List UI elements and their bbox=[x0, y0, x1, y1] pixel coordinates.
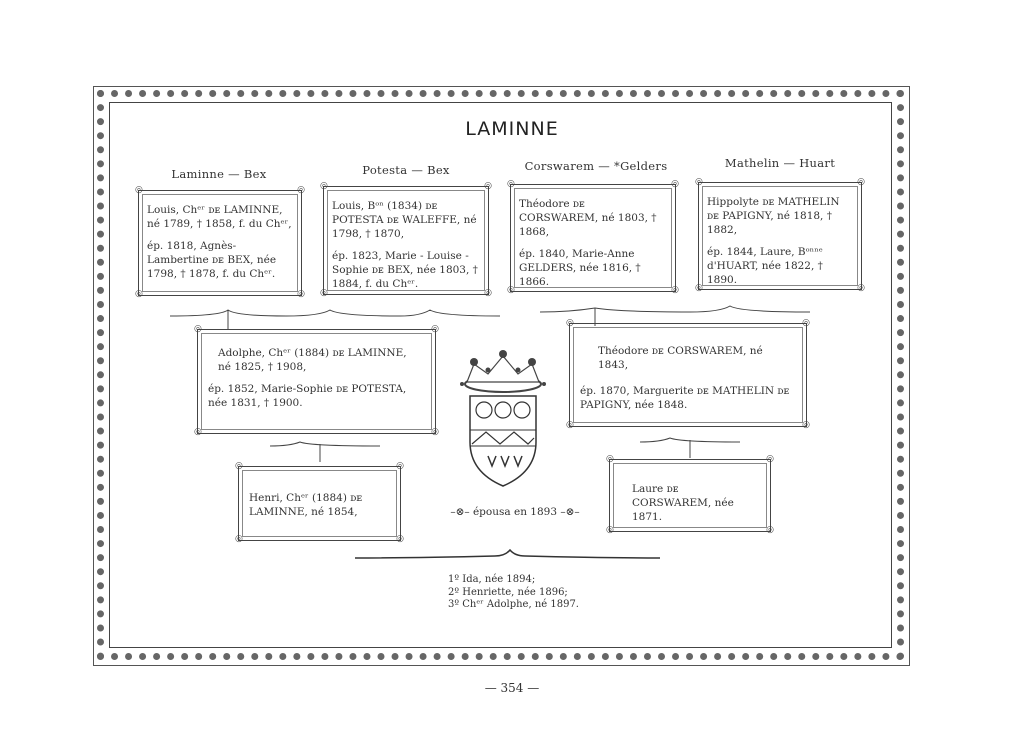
box-line: Laure ᴅᴇ CORSWAREM, née 1871. bbox=[632, 483, 734, 523]
box-line: ép. 1840, Marie-Anne GELDERS, née 1816, † 1866. bbox=[519, 248, 641, 288]
family-box-adolphe-laminne: ◎ ◎ ◎ ◎ Adolphe, Chᵉʳ (1884) ᴅᴇ LAMINNE, né 1825, † 1908, ép. 1852, Marie-Sophie ᴅᴇ POTESTA, née 1831, † 1900. bbox=[194, 324, 439, 437]
ornament-left-icon: –⊗– bbox=[450, 506, 470, 518]
marriage-label bbox=[440, 506, 590, 518]
column-heading-corswarem-gelders: Corswarem — *Gelders bbox=[524, 159, 668, 173]
family-box-henri-laminne: ◎ ◎ ◎ ◎ Henri, Chᵉʳ (1884) ᴅᴇ LAMINNE, né 1854, bbox=[235, 461, 404, 544]
children-list bbox=[448, 574, 579, 612]
box-line: Henri, Chᵉʳ (1884) ᴅᴇ LAMINNE, né 1854, bbox=[249, 492, 363, 518]
box-line: Louis, Chᵉʳ ᴅᴇ LAMINNE, né 1789, † 1858, f. du Chᵉʳ, bbox=[147, 204, 292, 230]
box-line: Théodore ᴅᴇ CORSWAREM, né 1843, bbox=[598, 345, 763, 371]
family-box-corswarem-gelders: ◎ ◎ ◎ ◎ Théodore ᴅᴇ CORSWAREM, né 1803, † 1868, ép. 1840, Marie-Anne GELDERS, née 1816, † 1866. bbox=[507, 179, 679, 295]
child-entry: 2º Henriette, née 1896; bbox=[448, 586, 568, 598]
family-box-laure-corswarem: ◎ ◎ ◎ ◎ Laure ᴅᴇ CORSWAREM, née 1871. bbox=[606, 454, 774, 535]
child-entry: 1º Ida, née 1894; bbox=[448, 574, 536, 585]
page-number: — 354 — bbox=[484, 681, 540, 695]
connector-brace-children bbox=[355, 546, 665, 566]
family-box-laminne-bex: ◎ ◎ ◎ ◎ Louis, Chᵉʳ ᴅᴇ LAMINNE, né 1789, † 1858, f. du Chᵉʳ, ép. 1818, Agnès-Lambertine ᴅᴇ BEX, née 1798, † 1878, f. du Chᵉʳ. bbox=[135, 185, 305, 299]
box-line: Hippolyte ᴅᴇ MATHELIN ᴅᴇ PAPIGNY, né 1818, † 1882, bbox=[707, 196, 840, 236]
box-line: ép. 1844, Laure, Bᵒⁿⁿᵉ d'HUART, née 1822, † 1890. bbox=[707, 246, 823, 286]
family-box-potesta-bex: ◎ ◎ ◎ ◎ Louis, Bᵒⁿ (1834) ᴅᴇ POTESTA ᴅᴇ WALEFFE, né 1798, † 1870, ép. 1823, Marie - Louise - Sophie ᴅᴇ BEX, née 1803, † 1884, f. du Chᵉʳ. bbox=[320, 181, 492, 298]
ornament-right-icon: –⊗– bbox=[560, 506, 580, 518]
box-line: Théodore ᴅᴇ CORSWAREM, né 1803, † 1868, bbox=[519, 198, 657, 238]
box-line: ép. 1852, Marie-Sophie ᴅᴇ POTESTA, née 1831, † 1900. bbox=[208, 383, 407, 409]
box-line: Adolphe, Chᵉʳ (1884) ᴅᴇ LAMINNE, né 1825, † 1908, bbox=[218, 347, 407, 373]
child-entry: 3º Chᵉʳ Adolphe, né 1897. bbox=[448, 599, 579, 610]
coat-of-arms-icon bbox=[452, 346, 554, 488]
column-heading-potesta-bex: Potesta — Bex bbox=[362, 163, 450, 177]
marriage-text: épousa en 1893 bbox=[472, 506, 558, 518]
family-box-mathelin-huart: ◎ ◎ ◎ ◎ Hippolyte ᴅᴇ MATHELIN ᴅᴇ PAPIGNY, né 1818, † 1882, ép. 1844, Laure, Bᵒⁿⁿᵉ d'HUART, née 1822, † 1890. bbox=[695, 177, 865, 293]
family-box-theodore-corswarem: ◎ ◎ ◎ ◎ Théodore ᴅᴇ CORSWAREM, né 1843, ép. 1870, Marguerite ᴅᴇ MATHELIN ᴅᴇ PAPIGNY, née 1848. bbox=[566, 318, 810, 430]
box-line: Louis, Bᵒⁿ (1834) ᴅᴇ POTESTA ᴅᴇ WALEFFE, né 1798, † 1870, bbox=[332, 200, 477, 240]
column-heading-laminne-bex: Laminne — Bex bbox=[171, 167, 267, 181]
page-title: LAMINNE bbox=[465, 118, 559, 140]
box-line: ép. 1823, Marie - Louise - Sophie ᴅᴇ BEX, née 1803, † 1884, f. du Chᵉʳ. bbox=[332, 250, 478, 290]
box-line: ép. 1870, Marguerite ᴅᴇ MATHELIN ᴅᴇ PAPIGNY, née 1848. bbox=[580, 385, 790, 411]
column-heading-mathelin-huart: Mathelin — Huart bbox=[724, 156, 836, 170]
box-line: ép. 1818, Agnès-Lambertine ᴅᴇ BEX, née 1798, † 1878, f. du Chᵉʳ. bbox=[147, 240, 277, 280]
